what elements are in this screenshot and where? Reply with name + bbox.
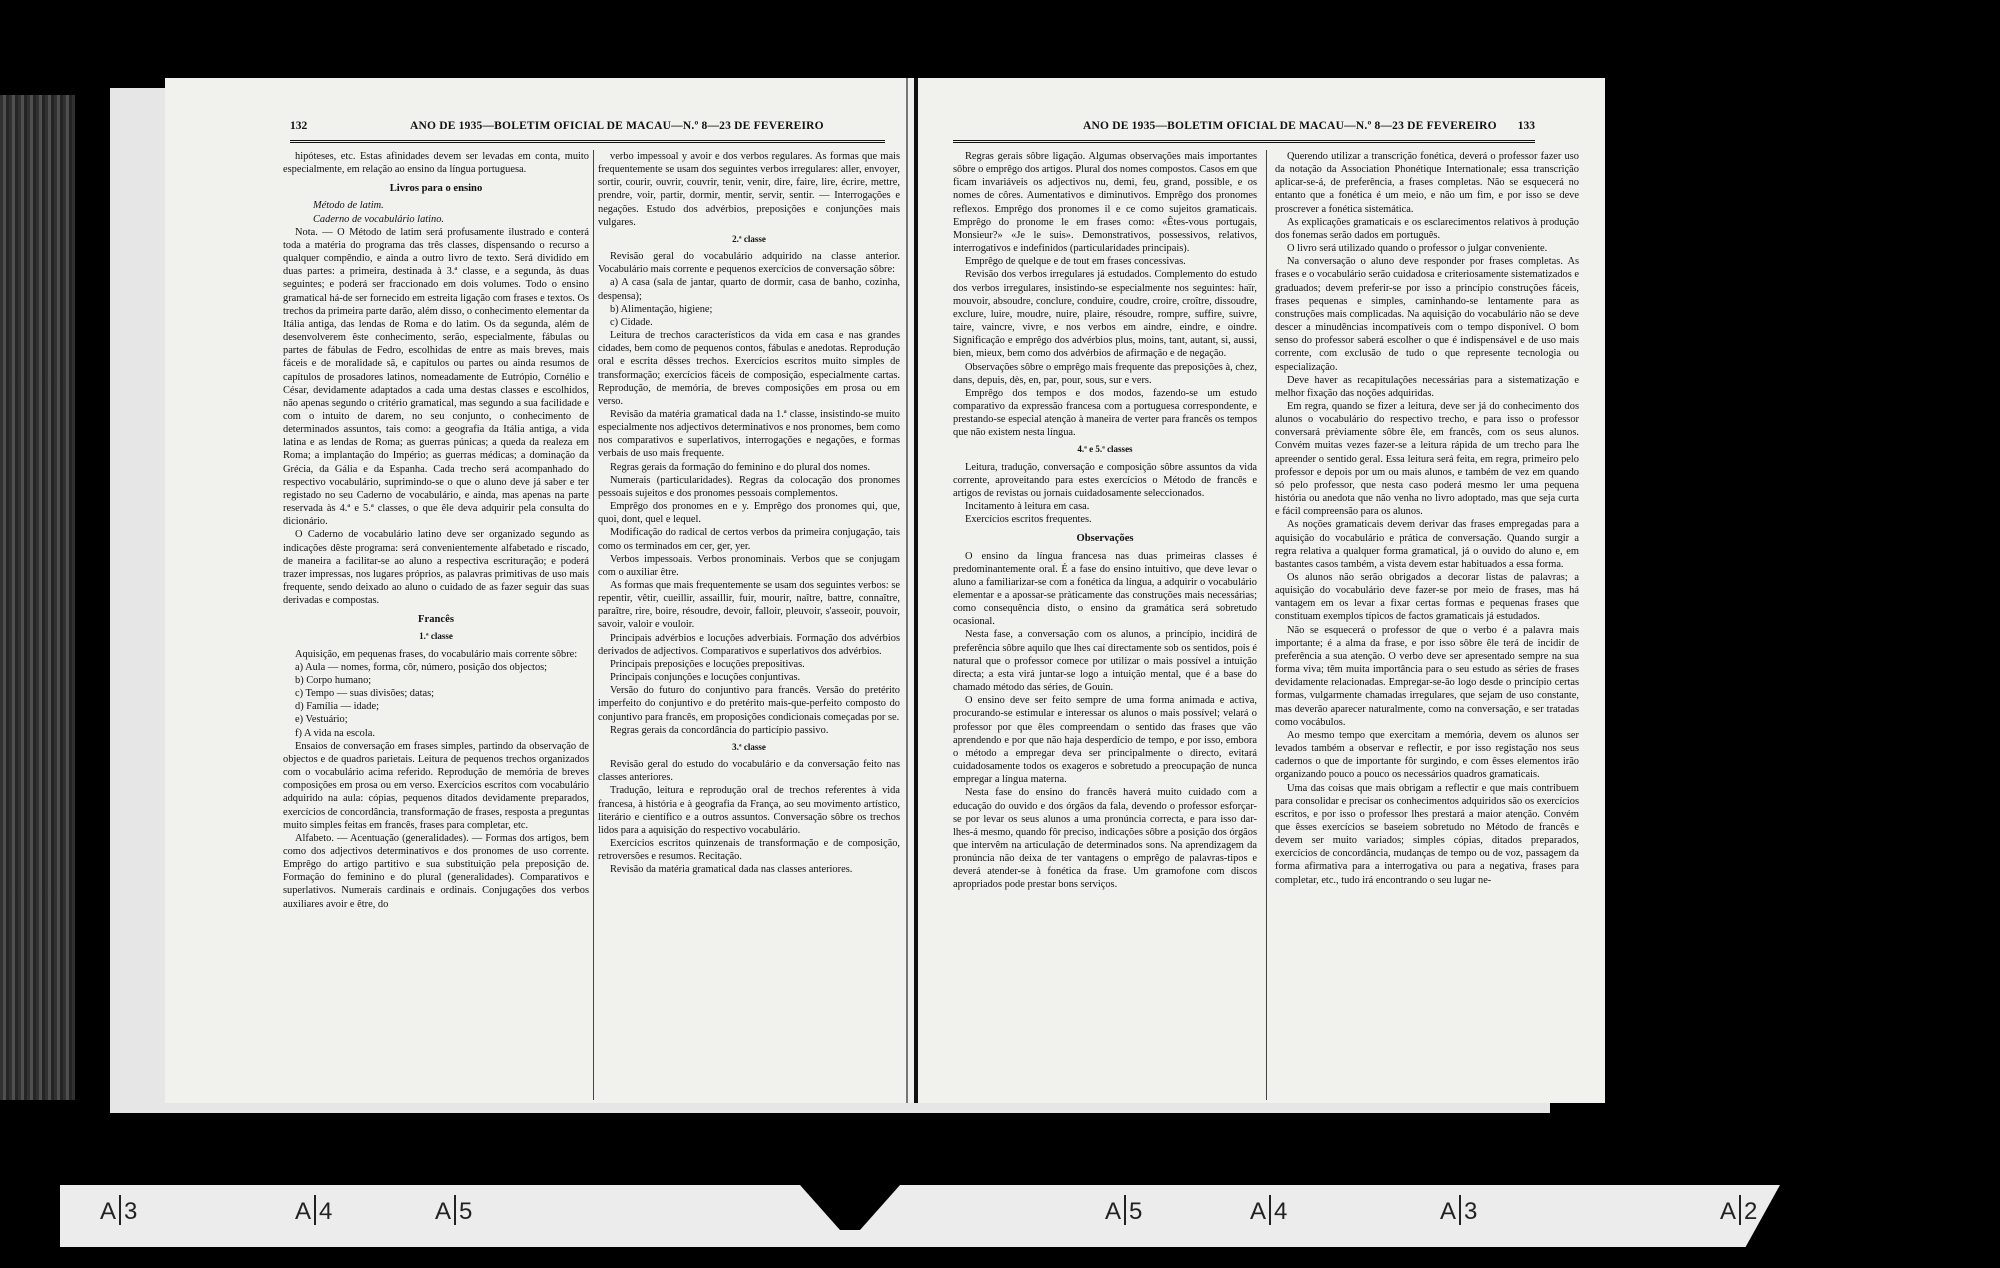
paragraph: c) Tempo — suas divisões; datas; [295, 688, 435, 700]
paragraph: Os alunos não serão obrigados a decorar listas de palavras; a aquisição do vocabulário deve fazer-se por meio de frases, mas há vantagem em os levar a fixar certas formas e pequenas frases que constituam exemplos típicos de factos gramaticais já estudados. [1275, 572, 1579, 623]
class-heading: 4.ª e 5.ª classes [1077, 444, 1133, 455]
paragraph: Tradução, leitura e reprodução oral de trechos referentes à vida francesa, à história e à geografia da França, ao seu movimento artístico, literário e científico e a outros assuntos. Conversação sôbre os trechos lidos para a aquisição do respectivo vocabulário. [598, 785, 900, 836]
paragraph: Nota. — O Método de latim será profusamente ilustrado e conterá toda a matéria do programa das três classes, dispensando o recurso a qualquer compêndio, e ainda a outro livro de texto. Será dividido em duas partes: a primeira, destinada à 3.ª classe, e a segunda, às duas seguintes; e poderá ser fraccionado em dois volumes. Todo o ensino gramatical há-de ser fornecido em estreita ligação com frases e textos. Os trechos da primeira parte darão, além disso, o conhecimento elementar da Itália antiga, das lendas de Roma e do latim. Os da segunda, além de desenvolverem êste conhecimento, serão, especialmente, fábulas ou partes de fábulas de Fedro, escolhidas de entre as mais breves, mais fáceis e de moralidade sã, e capítulos ou partes ou ainda resumos de capítulos de prosadores latinos, nomeadamente de Eutrópio, Cornélio e César, devidamente adaptados a cada uma destas classes e escolhidos, não apenas segundo o critério gramatical, mas segundo a sua facilidade e com o intuito de darem, no seu conjunto, o conhecimento de determinados assuntos, tais como: a geografia da Itália antiga, a vida latina e as lendas de Roma; as guerras púnicas; a queda da realeza em Roma; a implantação do Império; as guerras médicas; a dominação da Grécia, da Gália e da Espanha. Cada trecho será acompanhado do respectivo vocabulário, suprimindo-se o que o aluno deve já saber e ter registado no seu Caderno de vocabulário, e ainda, mas apenas na parte reservada às 4.ª e 5.ª classes, o que êle deva adquirir pela consulta do dicionário. [283, 226, 589, 528]
paragraph: O livro será utilizado quando o professor o julgar conveniente. [1287, 243, 1548, 255]
paragraph: Revisão geral do estudo do vocabulário e da conversação feito nas classes anteriores. [598, 759, 900, 784]
paragraph: Alfabeto. — Acentuação (generalidades). — Formas dos artigos, bem como dos adjectivos determinativos e dos pronomes de uso corrente. Emprêgo do artigo partitivo e sua substituição pela preposição de. Formação do feminino e do plural (generalidades). Comparativos e superlativos. Numerais cardinais e ordinais. Conjugações dos verbos auxiliares avoir e être, do [283, 832, 589, 910]
paragraph: hipóteses, etc. Estas afinidades devem ser levadas em conta, muito especialmente, em relação ao ensino da língua portuguesa. [283, 151, 589, 176]
column-rule [593, 150, 594, 1100]
paragraph: O ensino deve ser feito sempre de uma forma animada e activa, procurando-se estimular e interessar os alunos o mais possível; velará o professor por que êles compreendam o sentido das frases que vão aprendendo e por que não haja desperdício de tempo, e por isso, embora o método a empregar deva ser principalmente o directo, evitará cuidadosamente todos os exageros e sobretudo a preocupação de nunca empregar a língua materna. [953, 695, 1257, 786]
paragraph: Revisão da matéria gramatical dada nas classes anteriores. [610, 864, 853, 876]
book-title: Método de latim. [313, 200, 384, 212]
right-page [925, 78, 1605, 1103]
paragraph: O ensino da língua francesa nas duas primeiras classes é predominantemente oral. É a fase do ensino intuitivo, que deve levar o aluno a familiarizar-se com a fonética da língua, a adquirir o vocabulário elementar e a apossar-se pràticamente das construções mais necessárias; como consequência disto, o ensino da gramática será sobretudo ocasional. [953, 550, 1257, 628]
paragraph: Regras gerais sôbre ligação. Algumas observações mais importantes sôbre o emprêgo dos artigos. Plural dos nomes compostos. Casos em que ficam invariáveis os adjectivos nu, demi, feu, grand, possible, e os nomes de côres. Aumentativos e diminutivos. Emprêgo dos pronomes reflexos. Emprêgo dos pronomes il e ce como sujeitos gramaticais. Emprêgo do pronome le em frases como: «Êtes-vous portugais, Monsieur?» «Je le suis». Demonstrativos, possessivos, relativos, interrogativos e indefinidos (particularidades principais). [953, 151, 1257, 255]
left-page [165, 78, 910, 1103]
class-heading: 2.ª classe [732, 233, 766, 244]
paragraph: c) Cidade. [610, 316, 653, 328]
frame-label: A 2 [1720, 1195, 1757, 1226]
paragraph: Numerais (particularidades). Regras da colocação dos pronomes pessoais sujeitos e dos pronomes pessoais complementos. [598, 474, 900, 499]
paragraph: Exercícios escritos quinzenais de transformação e de composição, retroversões e resumos. Recitação. [598, 837, 900, 863]
text-column [1275, 150, 1579, 1100]
paragraph: Regras gerais da concordância do particípio passivo. [610, 724, 829, 736]
paragraph: Leitura de trechos característicos da vida em casa e nas grandes cidades, bem como de pequenos contos, fábulas e anedotas. Reprodução oral e escrita dêsses trechos. Exercícios escritos muito simples de transformação; exercícios fáceis de composição, especialmente cartas. Reprodução, de memória, de breves composições em prosa ou em verso. [598, 330, 900, 407]
paragraph: Emprêgo de quelque e de tout em frases concessivas. [965, 256, 1186, 268]
paragraph: e) Vestuário; [295, 714, 348, 726]
frame-label: A 5 [1105, 1195, 1142, 1226]
text-column [283, 150, 589, 1100]
paragraph: Exercícios escritos frequentes. [965, 514, 1092, 526]
page-number: 132 [290, 120, 308, 132]
paragraph: verbo impessoal y avoir e dos verbos regulares. As formas que mais frequentemente se usam dos seguintes verbos irregulares: aller, envoyer, sortir, courir, ouvrir, couvrir, tenir, venir, dire, faire, lire, écrire, mettre, prendre, voir, partir, dormir, mentir, servir, sentir. — Interrogações e negações. Estudo dos advérbios, preposições e conjunções mais vulgares. [598, 151, 900, 228]
paragraph: Ensaios de conversação em frases simples, partindo da observação de objectos e de quadros parietais. Leitura de pequenos trechos organizados com o vocabulário acima referido. Reprodução de memória de breves composições em prosa ou em verso. Exercícios escritos com vocabulário adquirido na aula: cópias, pequenos ditados devidamente preparados, exercícios de concordância, transformação de frases, resposta a preguntas muito simples feitas em francês, frases para completar, etc. [283, 740, 589, 831]
frame-label: A 4 [1250, 1195, 1287, 1226]
frame-label: A 5 [435, 1195, 472, 1226]
document-spread [165, 78, 1605, 1103]
section-heading: Livros para o ensino [389, 183, 483, 195]
paragraph: Ao mesmo tempo que exercitam a memória, devem os alunos ser levados também a observar e reflectir, e por isso registação nos seus cadernos o que de importante fôr surgindo, e com êsses elementos irão organizando pouco a pouco os necessários quadros gramaticais. [1275, 729, 1579, 781]
film-edge [0, 95, 75, 1100]
paragraph: a) A casa (sala de jantar, quarto de dormir, casa de banho, cozinha, despensa); [598, 277, 900, 302]
frame-label: A 3 [1440, 1195, 1477, 1226]
paragraph: Aquisição, em pequenas frases, do vocabulário mais corrente sôbre: [295, 648, 578, 660]
section-heading: Francês [418, 614, 454, 626]
paragraph: Na conversação o aluno deve responder por frases completas. As frases e o vocabulário serão cuidadosa e criteriosamente sistematizados e graduados; devem preferir-se por isso a princípio construções fáceis, frases pequenas e simples, caminhando-se lentamente para as construções mais complicadas. Na aquisição do vocabulário não se deve descer a minudências incompatíveis com o tempo disponível. O bom senso do professor saberá escolher o que é indispensável e de uso mais corrente, com exclusão de tudo o que represente tecnologia ou especialização. [1275, 256, 1579, 373]
paragraph: Revisão da matéria gramatical dada na 1.ª classe, insistindo-se muito especialmente nos adjectivos determinativos e nos pronomes, bem como nos comparativos e superlativos, interrogações e negações, e formas verbais de uso mais frequente. [598, 408, 900, 460]
section-heading: Observações [1076, 533, 1134, 545]
page-number: 133 [1517, 120, 1535, 132]
frame-label: A 3 [100, 1195, 137, 1226]
paragraph: Regras gerais da formação do feminino e do plural dos nomes. [610, 461, 870, 473]
gutter-shadow [906, 78, 908, 1103]
paragraph: As explicações gramaticais e os esclarecimentos relativos à produção dos fonemas serão dados em português. [1275, 216, 1579, 241]
running-title: ANO DE 1935—BOLETIM OFICIAL DE MACAU—N.º 8—23 DE FEVEREIRO [410, 120, 824, 132]
frame-label: A 4 [295, 1195, 332, 1226]
running-header [290, 120, 885, 143]
paragraph: b) Corpo humano; [295, 674, 372, 686]
paragraph: Observações sôbre o emprêgo mais frequente das preposições à, chez, dans, depuis, dès, en, par, pour, sous, sur e vers. [953, 361, 1257, 386]
paragraph: O Caderno de vocabulário latino deve ser organizado segundo as indicações dêste programa: será convenientemente alfabetado e riscado, de maneira a facilitar-se ao aluno a respectiva escrituração; e poderá trazer impressas, nos lugares próprios, as palavras primitivas de uso mais frequente, sendo deixado ao aluno o cuidado de as fazer seguir das suas derivadas e compostas. [283, 529, 589, 607]
paragraph: Nesta fase, a conversação com os alunos, a princípio, incidirá de preferência sôbre aquilo que lhes caí directamente sob os sentidos, pois é natural que o professor comece por utilizar o mais possível a intuição directa; a esta virá juntar-se logo a intuição mental, que é a base do chamado método das séries, de Gouin. [953, 629, 1257, 694]
paragraph: b) Alimentação, higiene; [610, 303, 713, 315]
paragraph: Principais preposições e locuções prepositivas. [610, 658, 805, 670]
paragraph: Principais conjunções e locuções conjuntivas. [610, 672, 801, 684]
paragraph: As formas que mais frequentemente se usam dos seguintes verbos: se repentir, vêtir, cueillir, assaillir, fuir, mourir, naître, battre, connaître, paraître, rire, boire, résoudre, devoir, falloir, pleuvoir, s'asseoir, pouvoir, savoir, valoir e vouloir. [598, 580, 900, 631]
book-title: Caderno de vocabulário latino. [313, 213, 445, 225]
paragraph: Versão do futuro do conjuntivo para francês. Versão do pretérito imperfeito do conjuntivo e do pretérito mais-que-perfeito composto do conjuntivo para francês, em proposições condicionais começadas por se. [598, 685, 900, 723]
paragraph: Incitamento à leitura em casa. [965, 501, 1090, 513]
text-column [598, 150, 900, 1100]
paragraph: Revisão geral do vocabulário adquirido na classe anterior. Vocabulário mais corrente e pequenos exercícios de conversação sôbre: [598, 251, 900, 276]
running-header [953, 120, 1535, 143]
paragraph: d) Família — idade; [295, 701, 379, 713]
paragraph: a) Aula — nomes, forma, côr, número, posição dos objectos; [295, 661, 548, 673]
paragraph: As noções gramaticais devem derivar das frases empregadas para a aquisição do vocabulário e prática de conversação. Quando surgir a regra relativa a qualquer forma gramatical, já o ouvido do aluno e, em bastantes casos também, a vista devem estar habituados a essa forma. [1275, 519, 1579, 570]
paragraph: Emprêgo dos pronomes en e y. Emprêgo dos pronomes qui, que, quoi, dont, quel e lequel. [598, 501, 900, 526]
class-heading: 3.ª classe [732, 741, 766, 752]
paragraph: Modificação do radical de certos verbos da primeira conjugação, tais como os terminados em cer, ger, yer. [598, 527, 900, 552]
paragraph: Nesta fase do ensino do francês haverá muito cuidado com a educação do ouvido e dos órgãos da fala, devendo o professor esforçar-se por levar os seus alunos a uma pronúncia correcta, e para isso dar-lhes-á mesmo, quando fôr preciso, indicações sôbre a posição dos órgãos que intervêm na articulação de determinados sons. Na aprendizagem da pronúncia não deixa de ter vantagens o emprêgo de palavras-tipos e deverá atender-se à fonética da frase. Um gramofone com discos apropriados pode prestar bons serviços. [953, 787, 1257, 891]
paragraph: Não se esquecerá o professor de que o verbo é a palavra mais importante; é a alma da frase, e por isso sôbre êle terá de incidir de preferência a sua atenção. O verbo deve ser apresentado sempre na sua forma viva; têm muita importância para o seu estudo as séries de frases devidamente relacionadas. Empregar-se-ão logo desde o princípio certas formas, vulgarmente chamadas irregulares, que sejam de uso constante, mas deverão aparecer naturalmente, como na conversação, e ser tratadas como vocábulos. [1275, 624, 1579, 728]
paragraph: Verbos impessoais. Verbos pronominais. Verbos que se conjugam com o auxiliar être. [598, 553, 900, 578]
paragraph: Uma das coisas que mais obrigam a reflectir e que mais contribuem para consolidar e precisar os conhecimentos adquiridos são os exercícios escritos, e por isso o professor lhes prestará a maior atenção. Convém que êsses exercícios se baseiem sobretudo no Método de francês e devem ser muito variados; simples cópias, ditados preparados, exercícios de concordância, mudanças de tempo ou de voz, passagem da forma afirmativa para a interrogativa ou para a negativa, frases para completar, etc., tudo irá encontrando o seu lugar ne- [1275, 782, 1579, 886]
paragraph: f) A vida na escola. [295, 727, 375, 739]
column-rule [1266, 150, 1267, 1100]
paragraph: Em regra, quando se fizer a leitura, deve ser já do conhecimento dos alunos o vocabulário do respectivo trecho, e para isso o professor conversará prèviamente sôbre êle, em francês, com os seus alunos. Convém muitas vezes fazer-se a leitura rápida de um trecho para lhe apreender o sentido geral. Essa leitura será feita, em regra, primeiro pelo professor e depois por um ou mais alunos, e também de vez em quando só pelo professor, que nesta caso poderá mesmo ler uma pequena história ou anedota que não venha no livro adoptado, mas que seja curta e fácil compreensão para os alunos. [1275, 400, 1579, 518]
paragraph: Querendo utilizar a transcrição fonética, deverá o professor fazer uso da notação da Association Phonétique Internationale; essa transcrição aplicar-se-á, de preferência, a frases completas. Não se esquecerá no entanto que a fonética é um meio, e não um fim, e por isso se deve proscrever a fonética sistemática. [1275, 151, 1579, 215]
paragraph: Deve haver as recapitulações necessárias para a sistematização e melhor fixação das noções adquiridas. [1275, 374, 1579, 399]
paragraph: Leitura, tradução, conversação e composição sôbre assuntos da vida corrente, aproveitando para estes exercícios o Método de francês e artigos de revistas ou jornais cuidadosamente seleccionados. [953, 461, 1257, 499]
paragraph: Emprêgo dos tempos e dos modos, fazendo-se um estudo comparativo da expressão francesa com a portuguesa correspondente, e prestando-se especial atenção à maneira de verter para francês os tempos que não existem nesta língua. [953, 387, 1257, 439]
class-heading: 1.ª classe [419, 631, 453, 642]
page-gutter [914, 78, 918, 1103]
paragraph: Principais advérbios e locuções adverbiais. Formação dos advérbios derivados de adjectivos. Comparativos e superlativos dos advérbios. [598, 632, 900, 657]
text-column [953, 150, 1257, 1100]
paragraph: Revisão dos verbos irregulares já estudados. Complemento do estudo dos verbos irregulares, insistindo-se especialmente nos seguintes: haïr, mouvoir, absoudre, conclure, conduire, coudre, croire, croître, dissoudre, exclure, luire, moudre, nuire, plaire, résoudre, rompre, suffire, suivre, taire, vaincre, vivre, e nos verbos em aindre, eindre, e oindre. Significação e emprêgo dos advérbios plus, moins, tant, autant, si, aussi, bien, mieux, bem como dos advérbios de afirmação e de negação. [953, 269, 1257, 360]
running-title: ANO DE 1935—BOLETIM OFICIAL DE MACAU—N.º 8—23 DE FEVEREIRO [1083, 120, 1497, 132]
